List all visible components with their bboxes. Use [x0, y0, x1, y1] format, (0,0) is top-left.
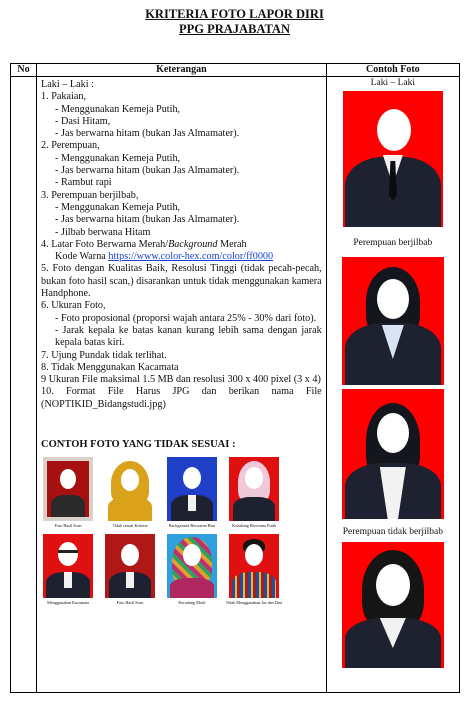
photo-male	[343, 91, 443, 227]
page-title	[0, 7, 469, 22]
ket-line: - Rambut rapi	[55, 177, 112, 189]
photo-hijab-1	[342, 257, 444, 385]
table-header-row	[11, 64, 460, 77]
ket-line: - Jas berwarna hitam (bukan Jas Almamater).	[55, 214, 240, 226]
bad-caption: Menggunakan Kacamata	[47, 600, 89, 606]
ket-line: - Jilbab berwana Hitam	[55, 226, 151, 238]
bad-example-item	[39, 457, 97, 528]
header-keterangan: Keterangan	[37, 64, 327, 77]
photo-hijab-2	[342, 389, 444, 519]
ket-line: 5. Foto dengan Kualitas Baik, Resolusi Tinggi (tidak pecah-pecah, bukan foto hasil scan,) disarankan untuk tidak menggunakan kamera Handphone.	[41, 263, 322, 300]
caption-male: Laki – Laki	[370, 78, 415, 88]
page-subtitle	[0, 22, 469, 37]
ket-line: 6. Ukuran Foto,	[41, 300, 106, 312]
bad-caption: Tidak sesuai Kriteria	[112, 523, 148, 529]
ket-line: 10. Format File Harus JPG dan berikan nama File (NOPTIKID_Bidangstudi.jpg)	[41, 386, 322, 410]
bad-photo	[105, 457, 155, 521]
contoh-foto-cell	[326, 77, 459, 693]
bad-caption: Foto Hasil Scan	[116, 600, 144, 606]
color-hex-link[interactable]: https://www.color-hex.com/color/ff0000	[108, 251, 274, 263]
bad-example-item	[225, 534, 283, 605]
bad-caption: Foto Hasil Scan	[54, 523, 82, 529]
title-line-1: KRITERIA FOTO LAPOR DIRI	[145, 7, 324, 21]
criteria-table	[10, 63, 460, 693]
ket-line: - Dasi Hitam,	[55, 115, 111, 127]
header-contoh-foto: Contoh Foto	[326, 64, 459, 77]
bad-caption: Tidak Menggunakan Jas dan Dasi	[225, 600, 283, 606]
ket-line: - Menggunakan Kemeja Putih,	[55, 201, 181, 213]
keterangan-cell	[37, 77, 327, 693]
ket-line: - Menggunakan Kemeja Putih,	[55, 103, 181, 115]
ket-line: - Jarak kepala ke batas kanan kurang lebih sama dengan jarak kepala batas kiri.	[55, 324, 322, 349]
ket-line: 3. Perempuan berjilbab,	[41, 189, 139, 201]
caption-nohijab: Perempuan tidak berjilbab	[342, 527, 443, 537]
ket-line: - Jas berwarna hitam (bukan Jas Almamater).	[55, 165, 240, 177]
bad-photo	[229, 534, 279, 598]
ket-line: 4. Latar Foto Berwarna Merah/Background Merah	[41, 238, 247, 250]
ket-line: 7. Ujung Pundak tidak terlihat.	[41, 349, 167, 361]
table-body-row	[11, 77, 460, 693]
bad-photo	[167, 457, 217, 521]
bad-caption: Background Berwarna Biru	[168, 523, 216, 529]
ket-line: 2. Perempuan,	[41, 140, 100, 152]
bad-example-item	[101, 534, 159, 605]
no-cell	[11, 77, 37, 693]
bad-example-item	[39, 534, 97, 605]
keterangan-text	[37, 77, 326, 605]
bad-example-item	[225, 457, 283, 528]
header-no: No	[11, 64, 37, 77]
ket-line: - Menggunakan Kemeja Putih,	[55, 152, 181, 164]
title-line-2: PPG PRAJABATAN	[179, 22, 290, 36]
bad-examples-title: CONTOH FOTO YANG TIDAK SESUAI :	[41, 439, 236, 451]
bad-examples-grid	[39, 457, 322, 605]
bad-photo	[105, 534, 155, 598]
bad-example-item	[163, 534, 221, 605]
ket-line: 1. Pakaian,	[41, 91, 87, 103]
bad-example-item	[163, 457, 221, 528]
ket-line: 8. Tidak Menggunakan Kacamata	[41, 361, 179, 373]
bad-photo	[43, 457, 93, 521]
ket-line: Laki – Laki :	[41, 79, 94, 90]
bad-photo	[229, 457, 279, 521]
caption-hijab: Perempuan berjilbab	[353, 238, 433, 248]
ket-line: - Foto proposional (proporsi wajah antara 25% - 30% dari foto).	[55, 312, 317, 324]
bad-photo	[43, 534, 93, 598]
bad-photo	[167, 534, 217, 598]
ket-line: 9 Ukuran File maksimal 1.5 MB dan resolusi 300 x 400 pixel (3 x 4)	[41, 374, 321, 386]
bad-example-item	[101, 457, 159, 528]
ket-line: - Jas berwarna hitam (bukan Jas Almamater).	[55, 128, 240, 140]
photo-nohijab	[342, 542, 444, 668]
bad-caption: Kerudung Berwarna Putih	[232, 523, 277, 529]
bad-caption: Kerudung Motif	[178, 600, 206, 606]
ket-line: Kode Warna https://www.color-hex.com/color/ff0000	[55, 251, 274, 263]
